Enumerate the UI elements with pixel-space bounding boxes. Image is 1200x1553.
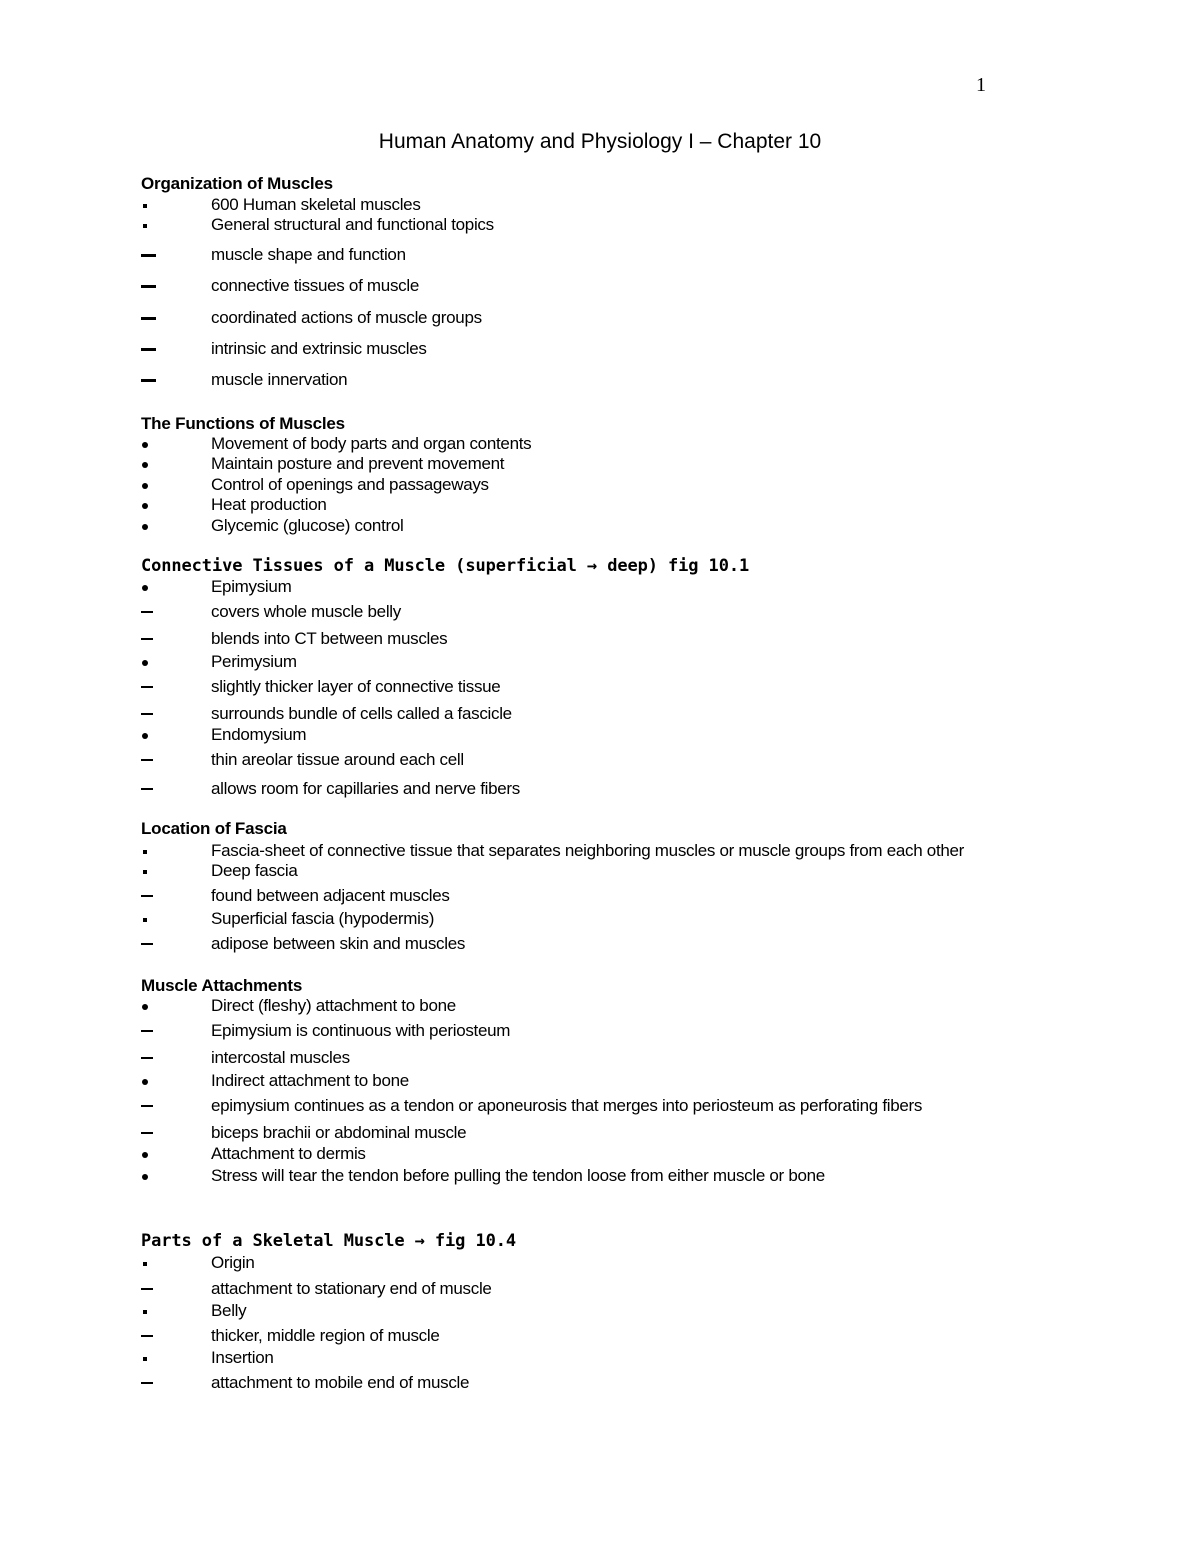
- section-heading: Location of Fascia: [141, 819, 287, 838]
- list-item-text: Movement of body parts and organ contents: [211, 434, 532, 453]
- document-title: Human Anatomy and Physiology I – Chapter 10: [378, 130, 822, 153]
- dash-marker-icon: [141, 750, 161, 770]
- dash-marker-icon: [141, 276, 161, 296]
- bullet-marker-icon: [141, 1071, 161, 1091]
- dash-marker-icon: [141, 245, 161, 265]
- dash-marker-icon: [141, 677, 161, 697]
- dash-marker-icon: [141, 1279, 161, 1299]
- bullet-marker-icon: [141, 195, 161, 215]
- list-item-text: Belly: [211, 1301, 247, 1320]
- dash-marker-icon: [141, 308, 161, 328]
- list-item-text: Heat production: [211, 495, 327, 514]
- list-item-text: slightly thicker layer of connective tissue: [211, 677, 501, 696]
- dash-marker-icon: [141, 886, 161, 906]
- bullet-marker-icon: [141, 1166, 161, 1186]
- dash-marker-icon: [141, 602, 161, 622]
- list-item-text: intercostal muscles: [211, 1048, 350, 1067]
- list-item-text: allows room for capillaries and nerve fibers: [211, 779, 520, 798]
- list-item-text: surrounds bundle of cells called a fascicle: [211, 704, 512, 723]
- list-item-text: coordinated actions of muscle groups: [211, 308, 482, 327]
- dash-marker-icon: [141, 1021, 161, 1041]
- list-item-text: Origin: [211, 1253, 255, 1272]
- bullet-marker-icon: [141, 652, 161, 672]
- dash-marker-icon: [141, 1096, 161, 1116]
- list-item-text: biceps brachii or abdominal muscle: [211, 1123, 467, 1142]
- dash-marker-icon: [141, 339, 161, 359]
- bullet-marker-icon: [141, 861, 161, 881]
- list-item-text: 600 Human skeletal muscles: [211, 195, 421, 214]
- list-item-text: Attachment to dermis: [211, 1144, 366, 1163]
- list-item-text: General structural and functional topics: [211, 215, 494, 234]
- bullet-marker-icon: [141, 434, 161, 454]
- list-item-text: muscle shape and function: [211, 245, 406, 264]
- section-heading: The Functions of Muscles: [141, 414, 345, 433]
- section-heading: Muscle Attachments: [141, 976, 303, 995]
- list-item-text: epimysium continues as a tendon or aponeurosis that merges into periosteum as perforating fibers: [211, 1096, 923, 1115]
- list-item-text: Maintain posture and prevent movement: [211, 454, 505, 473]
- section-heading: Organization of Muscles: [141, 174, 333, 193]
- list-item-text: Perimysium: [211, 652, 297, 671]
- bullet-marker-icon: [141, 454, 161, 474]
- list-item-text: Epimysium: [211, 577, 292, 596]
- dash-marker-icon: [141, 1326, 161, 1346]
- bullet-marker-icon: [141, 1348, 161, 1368]
- list-item-text: thin areolar tissue around each cell: [211, 750, 464, 769]
- page-number: 1: [976, 74, 986, 96]
- list-item-text: Indirect attachment to bone: [211, 1071, 409, 1090]
- section-heading: Connective Tissues of a Muscle (superficial → deep) fig 10.1: [141, 556, 750, 576]
- list-item-text: Deep fascia: [211, 861, 298, 880]
- bullet-marker-icon: [141, 577, 161, 597]
- list-item-text: Superficial fascia (hypodermis): [211, 909, 435, 928]
- bullet-marker-icon: [141, 1253, 161, 1273]
- list-item-text: Control of openings and passageways: [211, 475, 489, 494]
- bullet-marker-icon: [141, 1144, 161, 1164]
- list-item-text: intrinsic and extrinsic muscles: [211, 339, 427, 358]
- dash-marker-icon: [141, 779, 161, 799]
- bullet-marker-icon: [141, 516, 161, 536]
- list-item-text: Direct (fleshy) attachment to bone: [211, 996, 456, 1015]
- list-item-text: Epimysium is continuous with periosteum: [211, 1021, 511, 1040]
- list-item-text: Endomysium: [211, 725, 307, 744]
- dash-marker-icon: [141, 1048, 161, 1068]
- bullet-marker-icon: [141, 495, 161, 515]
- list-item-text: Stress will tear the tendon before pulling the tendon loose from either muscle or bone: [211, 1166, 825, 1185]
- list-item-text: Insertion: [211, 1348, 274, 1367]
- dash-marker-icon: [141, 1123, 161, 1143]
- dash-marker-icon: [141, 934, 161, 954]
- list-item-text: Glycemic (glucose) control: [211, 516, 404, 535]
- bullet-marker-icon: [141, 1301, 161, 1321]
- bullet-marker-icon: [141, 215, 161, 235]
- list-item-text: Fascia-sheet of connective tissue that separates neighboring muscles or muscle groups from each other: [211, 841, 965, 860]
- dash-marker-icon: [141, 370, 161, 390]
- list-item-text: attachment to mobile end of muscle: [211, 1373, 470, 1392]
- dash-marker-icon: [141, 629, 161, 649]
- list-item-text: blends into CT between muscles: [211, 629, 448, 648]
- dash-marker-icon: [141, 1373, 161, 1393]
- list-item-text: covers whole muscle belly: [211, 602, 401, 621]
- bullet-marker-icon: [141, 725, 161, 745]
- list-item-text: thicker, middle region of muscle: [211, 1326, 440, 1345]
- dash-marker-icon: [141, 704, 161, 724]
- list-item-text: adipose between skin and muscles: [211, 934, 466, 953]
- section-heading: Parts of a Skeletal Muscle → fig 10.4: [141, 1231, 516, 1251]
- list-item-text: attachment to stationary end of muscle: [211, 1279, 492, 1298]
- bullet-marker-icon: [141, 909, 161, 929]
- bullet-marker-icon: [141, 996, 161, 1016]
- list-item-text: muscle innervation: [211, 370, 348, 389]
- list-item-text: found between adjacent muscles: [211, 886, 450, 905]
- bullet-marker-icon: [141, 475, 161, 495]
- list-item-text: connective tissues of muscle: [211, 276, 419, 295]
- bullet-marker-icon: [141, 841, 161, 861]
